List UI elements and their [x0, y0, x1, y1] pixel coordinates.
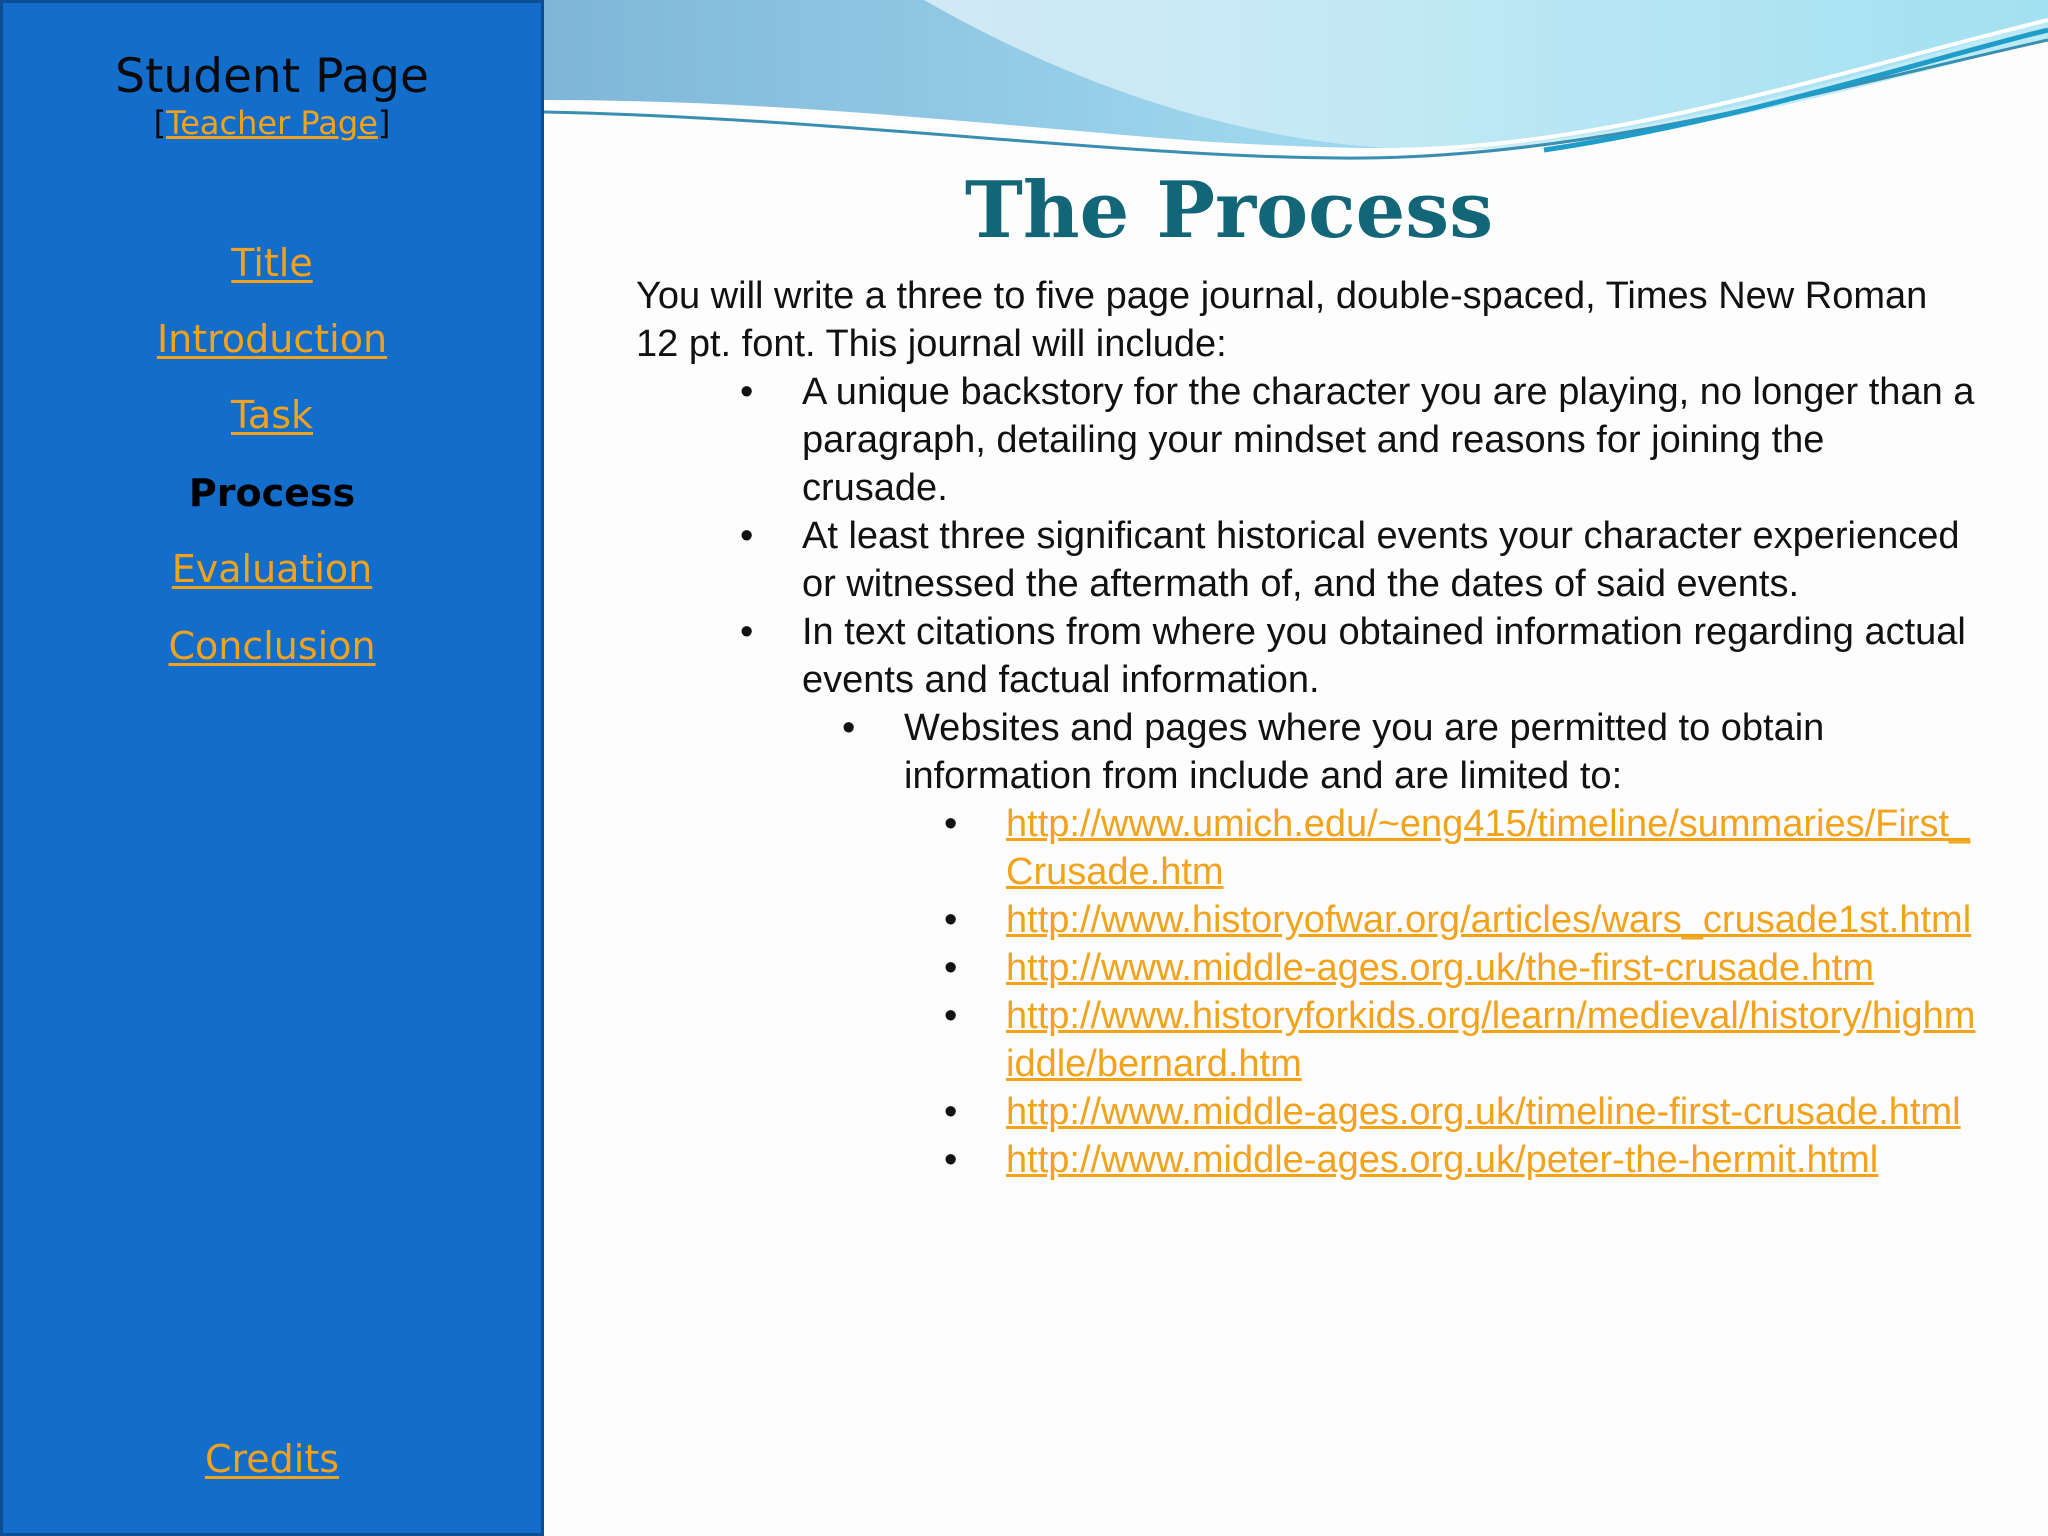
list-item-text: A unique backstory for the character you are playing, no longer than a paragraph, detailing your mindset and reasons for joining the crusade. [802, 371, 1975, 509]
source-link[interactable]: http://www.umich.edu/~eng415/timeline/summaries/First_Crusade.htm [1006, 803, 1971, 893]
process-content [636, 272, 1976, 1184]
bullet-icon: • [740, 371, 754, 413]
source-link[interactable]: http://www.middle-ages.org.uk/timeline-first-crusade.html [1006, 1091, 1961, 1133]
nav-link-title[interactable]: Title [231, 241, 313, 285]
link-item [944, 896, 1976, 944]
list-item [740, 512, 1976, 608]
nav-item-task [3, 391, 541, 439]
nav-link-credits[interactable]: Credits [204, 1437, 340, 1481]
list-item-text: At least three significant historical events your character experienced or witnessed the aftermath of, and the dates of said events. [802, 515, 1960, 605]
bullet-icon: • [944, 947, 958, 989]
list-item [740, 368, 1976, 512]
nav-item-title [3, 239, 541, 287]
source-link[interactable]: http://www.historyofwar.org/articles/wars_crusade1st.html [1006, 899, 1972, 941]
link-item [944, 1136, 1976, 1184]
nav-link-introduction[interactable]: Introduction [156, 317, 388, 361]
page-title: The Process [964, 165, 1494, 256]
sub-list [842, 704, 1976, 1184]
nav-item-evaluation [3, 545, 541, 593]
bracket-open: [ [153, 104, 167, 142]
bullet-icon: • [944, 803, 958, 845]
bullet-icon: • [944, 995, 958, 1037]
header-wave-decoration [544, 0, 2048, 170]
source-link[interactable]: http://www.middle-ages.org.uk/peter-the-hermit.html [1006, 1139, 1879, 1181]
nav-item-conclusion [3, 622, 541, 670]
nav-item-credits [3, 1435, 541, 1483]
nav-link-evaluation[interactable]: Evaluation [171, 547, 373, 591]
intro-paragraph: You will write a three to five page journal, double-spaced, Times New Roman 12 pt. font. This journal will include: [636, 275, 1928, 365]
bullet-icon: • [740, 611, 754, 653]
nav-item-process-current: Process [188, 471, 356, 515]
list-item [740, 608, 1976, 1184]
bracket-close: ] [377, 104, 391, 142]
source-link[interactable]: http://www.middle-ages.org.uk/the-first-crusade.htm [1006, 947, 1875, 989]
source-link[interactable]: http://www.historyforkids.org/learn/medieval/history/highmiddle/bernard.htm [1006, 995, 1976, 1085]
student-page-heading: Student Page [115, 49, 429, 104]
bullet-icon: • [842, 707, 856, 749]
nav-item-introduction [3, 315, 541, 363]
link-item [944, 1088, 1976, 1136]
teacher-page-link[interactable]: Teacher Page [166, 104, 378, 142]
sidebar [0, 0, 544, 1536]
bullet-icon: • [740, 515, 754, 557]
nav-link-task[interactable]: Task [230, 393, 313, 437]
list-item-text: Websites and pages where you are permitted to obtain information from include and are limited to: [904, 707, 1825, 797]
bullet-icon: • [944, 1091, 958, 1133]
list-item-text: In text citations from where you obtained information regarding actual events and factual information. [802, 611, 1966, 701]
list-item [842, 704, 1976, 1184]
nav-link-conclusion[interactable]: Conclusion [168, 624, 376, 668]
link-item [944, 944, 1976, 992]
bullet-icon: • [944, 899, 958, 941]
bullet-icon: • [944, 1139, 958, 1181]
teacher-page-line [3, 103, 541, 143]
requirements-list [740, 368, 1976, 1184]
links-list [944, 800, 1976, 1184]
link-item [944, 992, 1976, 1088]
link-item [944, 800, 1976, 896]
